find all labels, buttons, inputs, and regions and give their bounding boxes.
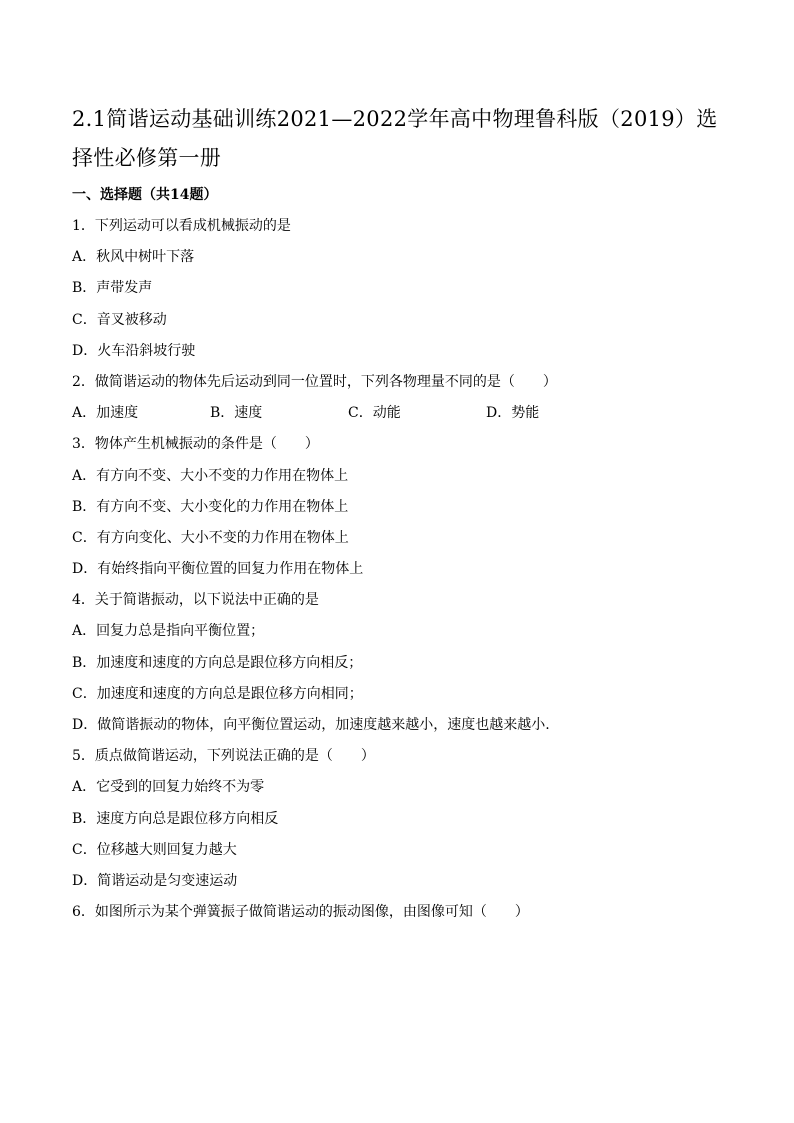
question-stem: 1．下列运动可以看成机械振动的是 [72, 218, 291, 234]
answer-option-row [72, 403, 722, 434]
answer-option: D．势能 [486, 405, 540, 422]
answer-option: C．音叉被移动 [72, 311, 167, 328]
answer-option: B．加速度和速度的方向总是跟位移方向相反； [72, 654, 363, 671]
question-stem: 5．质点做简谐运动，下列说法正确的是（ ） [72, 748, 375, 765]
answer-option: D．火车沿斜坡行驶 [72, 342, 196, 359]
question-stem: 2．做简谐运动的物体先后运动到同一位置时，下列各物理量不同的是（ ） [72, 373, 557, 390]
answer-option: C．位移越大则回复力越大 [72, 841, 237, 858]
answer-option: B．有方向不变、大小变化的力作用在物体上 [72, 498, 349, 515]
answer-option: A．它受到的回复力始终不为零 [72, 779, 265, 796]
section-heading: 一、选择题（共14题） [72, 187, 218, 203]
question-stem: 3．物体产生机械振动的条件是（ ） [72, 436, 319, 453]
question-stem: 4．关于简谐振动，以下说法中正确的是 [72, 592, 319, 609]
answer-option: D．做简谐振动的物体，向平衡位置运动，加速度越来越小，速度也越来越小. [72, 717, 550, 733]
answer-option: A．回复力总是指向平衡位置； [72, 623, 265, 640]
answer-option: A．加速度 [72, 405, 139, 422]
answer-option: C．加速度和速度的方向总是跟位移方向相同； [72, 685, 363, 702]
answer-option: C．有方向变化、大小不变的力作用在物体上 [72, 529, 349, 546]
answer-option: A．秋风中树叶下落 [72, 249, 195, 266]
answer-option: C．动能 [348, 405, 401, 422]
answer-option: B．声带发声 [72, 280, 153, 297]
answer-option: D．简谐运动是匀变速运动 [72, 872, 238, 889]
answer-option: B．速度 [210, 405, 263, 422]
answer-option: D．有始终指向平衡位置的回复力作用在物体上 [72, 561, 364, 578]
question-stem: 6．如图所示为某个弹簧振子做简谐运动的振动图像，由图像可知（ ） [72, 904, 529, 921]
document-title: 2.1简谐运动基础训练2021—2022学年高中物理鲁科版（2019）选择性必修第一册 [72, 107, 718, 170]
answer-option: A．有方向不变、大小不变的力作用在物体上 [72, 467, 349, 484]
answer-option: B．速度方向总是跟位移方向相反 [72, 810, 279, 827]
question-list [72, 216, 722, 933]
